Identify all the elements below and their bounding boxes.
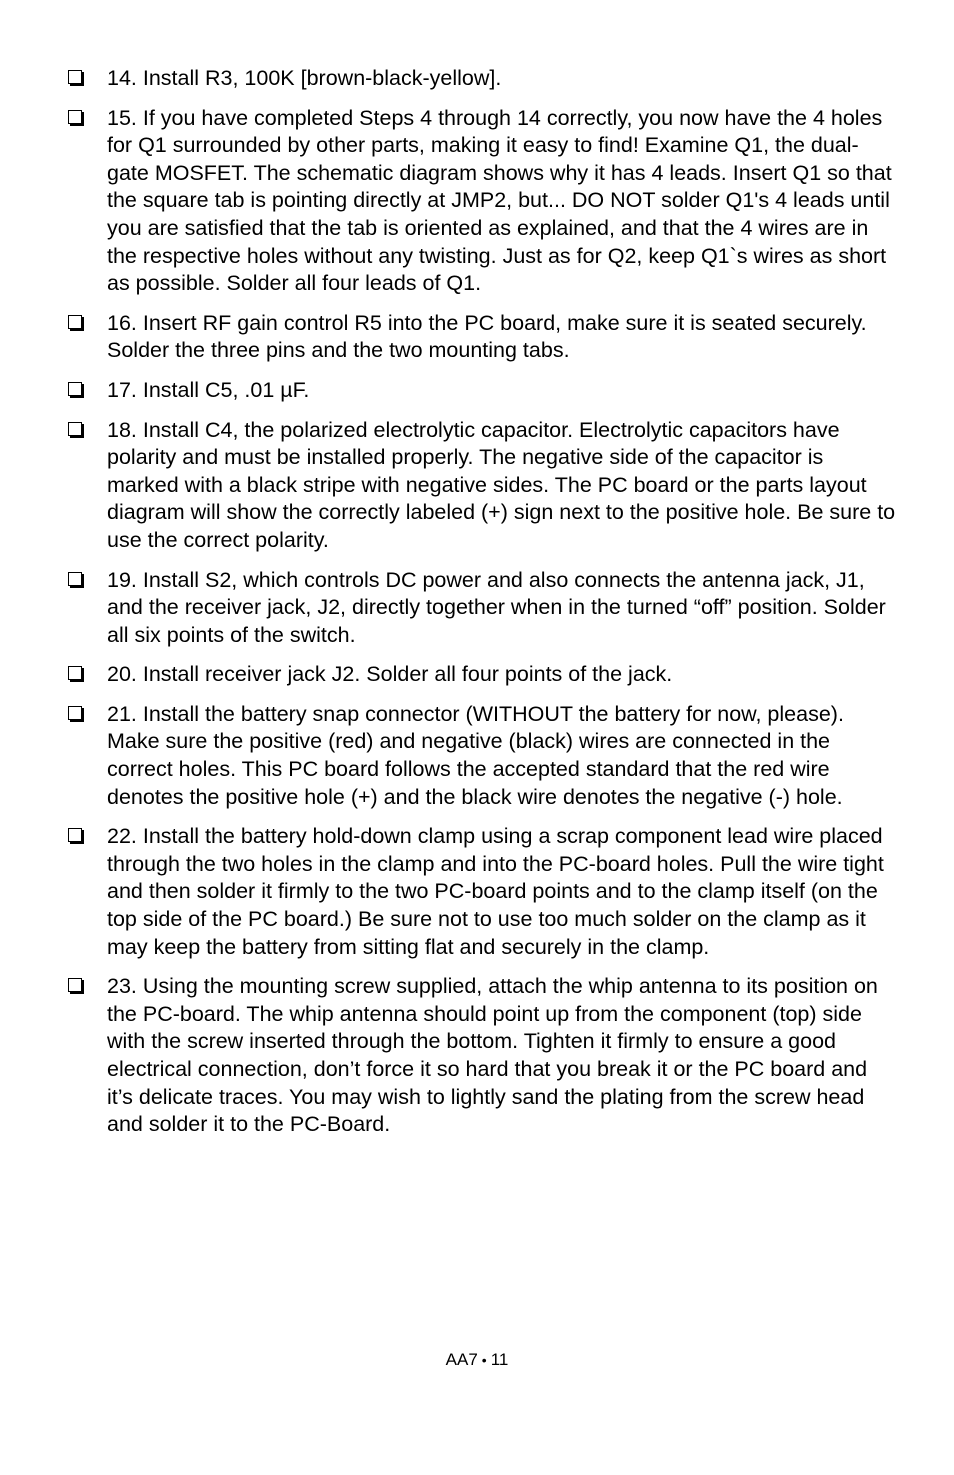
step-18 (68, 417, 898, 555)
checkbox-icon[interactable] (68, 110, 82, 124)
page-number: 11 (490, 1350, 509, 1369)
step-17 (68, 377, 898, 405)
step-text: 15. If you have completed Steps 4 through 14 correctly, you now have the 4 holes for Q1 surrounded by other parts, making it easy to find! Examine Q1, the dual-gate MOSFET. The schematic diagram shows why it has 4 leads. Insert Q1 so that the square tab is pointing directly at JMP2, but... DO NOT solder Q1's 4 leads until you are satisfied that the tab is oriented as explained, and that the 4 wires are in the respective holes without any twisting. Just as for Q2, keep Q1`s wires as short as possible. Solder all four leads of Q1. (107, 105, 892, 296)
step-text: 18. Install C4, the polarized electrolytic capacitor. Electrolytic capacitors have polarity and must be installed properly. The negative side of the capacitor is marked with a black stripe with negative sides. The PC board or the parts layout diagram will show the correctly labeled (+) sign next to the positive hole. Be sure to use the correct polarity. (107, 417, 896, 552)
step-text: 20. Install receiver jack J2. Solder all four points of the jack. (107, 662, 673, 687)
checkbox-icon[interactable] (68, 978, 82, 992)
checkbox-icon[interactable] (68, 422, 82, 436)
assembly-steps-list (68, 65, 898, 1151)
step-23 (68, 973, 898, 1139)
step-text: 16. Insert RF gain control R5 into the PC board, make sure it is seated securely. Solder the three pins and the two mounting tabs. (107, 310, 867, 363)
step-text: 21. Install the battery snap connector (WITHOUT the battery for now, please). Make sure the positive (red) and negative (black) wires are connected in the correct holes. This PC board follows the accepted standard that the red wire denotes the positive hole (+) and the black wire denotes the negative (-) hole. (107, 701, 844, 809)
checkbox-icon[interactable] (68, 382, 82, 396)
checkbox-icon[interactable] (68, 828, 82, 842)
checkbox-icon[interactable] (68, 572, 82, 586)
step-15 (68, 105, 898, 298)
footer-separator: • (481, 1352, 487, 1368)
checkbox-icon[interactable] (68, 706, 82, 720)
step-text: 17. Install C5, .01 µF. (107, 377, 310, 402)
step-text: 14. Install R3, 100K [brown-black-yellow]. (107, 66, 502, 90)
step-20 (68, 661, 898, 689)
step-16 (68, 310, 898, 365)
checkbox-icon[interactable] (68, 666, 82, 680)
step-22 (68, 823, 898, 961)
step-text: 23. Using the mounting screw supplied, attach the whip antenna to its position on the PC-board. The whip antenna should point up from the component (top) side with the screw inserted through the bottom. Tighten it firmly to ensure a good electrical connection, don’t force it so hard that you break it or the PC board and it’s delicate traces. You may wish to lightly sand the plating from the screw head and solder it to the PC-Board. (107, 974, 878, 1137)
checkbox-icon[interactable] (68, 70, 82, 84)
step-19 (68, 567, 898, 650)
footer-doc-id: AA7 (445, 1350, 478, 1369)
step-text: 22. Install the battery hold-down clamp using a scrap component lead wire placed through the two holes in the clamp and into the PC-board holes. Pull the wire tight and then solder it firmly to the two PC-board points and to the clamp itself (on the top side of the PC board.) Be sure not to use too much solder on the clamp as it may keep the battery from sitting flat and securely in the clamp. (107, 824, 884, 959)
step-text: 19. Install S2, which controls DC power and also connects the antenna jack, J1, and the receiver jack, J2, directly together when in the turned “off” position. Solder all six points of the switch. (107, 567, 886, 647)
page-footer (0, 1349, 954, 1371)
step-21 (68, 701, 898, 811)
step-14 (68, 65, 898, 93)
checkbox-icon[interactable] (68, 315, 82, 329)
